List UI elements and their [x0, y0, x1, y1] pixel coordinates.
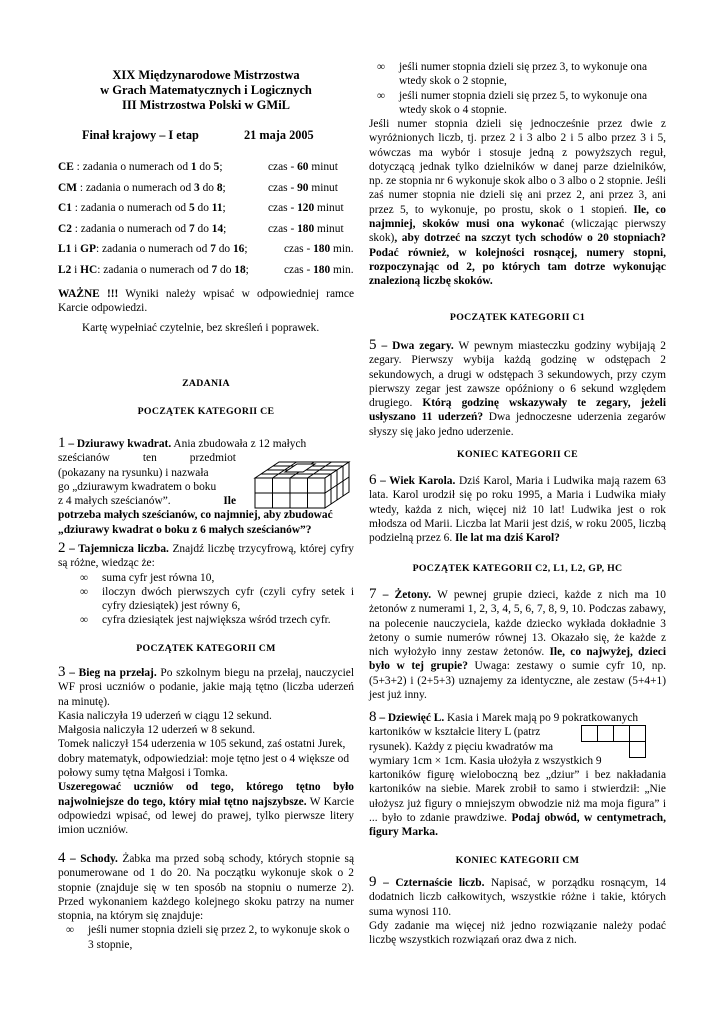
category-row	[58, 239, 354, 260]
problem-3-line-2: Małgosia naliczyła 12 uderzeń w 8 sekund.	[58, 724, 256, 737]
time-unit: min.	[330, 243, 354, 256]
category-text: zadania o numerach od	[80, 202, 189, 215]
problem-4	[58, 851, 354, 952]
category-description	[58, 239, 284, 260]
title-line-2: w Grach Matematycznych i Logicznych	[100, 83, 312, 97]
problem-1	[58, 436, 354, 537]
category-list	[58, 157, 354, 281]
category-row	[58, 157, 354, 178]
problem-5-text: W pewnym miasteczku godziny wybijają 2 zegary. Pierwszy wybija każdą godzinę w odstępach 2 sekundowych, a drugi w odstępach 3 sekundowych, przy czym pierwszy zegar jest zawsze opóźniony o 6 sekund względem drugiego.	[369, 340, 666, 410]
problem-3-tail: W Karcie odpowiedzi wpisać, od lewej do prawej, tylko pierwsze litery imion uczniów.	[58, 795, 355, 837]
stage-date	[82, 128, 354, 142]
category-sep: i	[71, 263, 81, 276]
problem-8-line-1: Kasia i Marek mają po 9 pokratkowanych	[444, 712, 639, 724]
time-value: 60	[297, 161, 309, 173]
important-note	[58, 287, 354, 316]
problem-6	[369, 473, 666, 545]
problem-4-cont-text: Jeśli numer stopnia dzieli się jednocześnie przez dwie z wyróżnionych liczb, tj. przez 2 i 3 albo 2 i 5 albo przez 3 i 5, wówczas ma wybór i stosuje jedną z powyższych reguł, dotyczącą jednak tylko dzielników w danej parze dzielników, np. ze stopnia nr 6 wykonuje skok albo o 3 albo o 2 stopnie. Jeśli zaś numer stopnia nie dzieli się ani przez 2, ani przez 3, ani przez 5, to wykonuje, po prostu, skok o 1 stopień.	[369, 118, 666, 216]
time-label: czas -	[268, 202, 298, 215]
problem-1-line-2	[58, 451, 236, 465]
category-from: 3	[194, 181, 200, 194]
time-label: czas -	[268, 181, 298, 194]
problem-7-title: – Żetony.	[376, 589, 432, 601]
category-mid: do	[215, 243, 233, 256]
problem-1-number: 1	[58, 435, 66, 451]
fill-note: Kartę wypełniać czytelnie, bez skreśleń i poprawek.	[82, 322, 320, 334]
problem-6-text: Dziś Karol, Maria i Ludwika mają razem 63 lata. Karol urodził się po roku 1995, a Maria i Ludwika miały wtedy, każda z nich, więcej niż 10 lat! Ludwika jest o rok młodsza od Marii. Liczba lat Marii jest dziś, w roku 2005, liczbą podzielną przez 6.	[369, 475, 666, 545]
problem-5-tail: Dwa jednoczesne uderzenia zegarów słyszy się jako jedno uderzenie.	[369, 411, 666, 438]
title-line-3: III Mistrzostwa Polski w GMiL	[121, 98, 291, 112]
l5b: Ile	[223, 495, 236, 508]
problem-1-line-4: go „dziurawym kwadratem o boku	[58, 480, 217, 493]
category-description	[58, 198, 268, 219]
l-shape-figure	[581, 725, 661, 759]
list-item	[377, 89, 666, 118]
hollow-square-figure	[245, 456, 351, 518]
problem-4-text: Żabka ma przed sobą schody, których stopnie są ponumerowane od 1 do 20. Na początku wykonuje skok o 2 stopnie (znajduje się w ten sposób na stopniu o numerze 2). Przed wykonaniem każdego kolejnego skoku patrzy na numer stopnia, na którym się znajduje:	[58, 853, 354, 923]
problem-9-number: 9	[369, 874, 377, 890]
category-sep: :	[71, 222, 81, 235]
category-mid: do	[199, 181, 217, 194]
problem-5	[369, 338, 666, 439]
category-time	[268, 178, 354, 199]
category-time	[284, 260, 354, 281]
important-text: Wyniki należy wpisać w odpowiedniej ramce Karcie odpowiedzi.	[58, 288, 354, 315]
problem-3	[58, 665, 354, 838]
category-to: 16	[232, 243, 245, 256]
category-row	[58, 178, 354, 199]
problem-4-title: – Schody.	[65, 853, 118, 865]
problem-9-text: Napisać, w porządku rosnącym, 14 dodatnich liczb całkowitych, wszystkie różne i takie, których suma wynosi 110.	[369, 877, 666, 918]
category-description	[58, 260, 284, 281]
problem-8-question: Podaj obwód, w centymetrach, figury Marka.	[369, 812, 666, 839]
bullet-icon: ∞	[80, 614, 89, 627]
list-item	[377, 60, 666, 89]
category-description	[58, 219, 268, 240]
list-item	[80, 613, 354, 627]
time-value: 90	[297, 181, 309, 194]
problem-2-text: Znajdź liczbę trzycyfrową, której cyfry są różne, wiedząc że:	[58, 543, 354, 570]
time-unit: minut	[308, 161, 338, 173]
problem-3-number: 3	[58, 664, 66, 680]
section-end-ce: KONIEC KATEGORII CE	[457, 449, 578, 460]
category-code: L1	[58, 243, 72, 256]
category-from: 1	[190, 161, 197, 173]
problem-5-number: 5	[369, 337, 377, 353]
category-sep: :	[73, 161, 83, 173]
category-end: ;	[245, 263, 249, 276]
w2: ten	[142, 452, 157, 465]
item-text: jeśli numer stopnia dzieli się przez 5, to wykonuje ona wtedy skok o 4 stopnie.	[399, 89, 647, 116]
item-text: suma cyfr jest równa 10,	[102, 571, 215, 584]
problem-1-question-2: „dziurawy kwadrat o boku z 6 małych sześcianów”?	[58, 523, 312, 536]
category-from: 5	[188, 202, 195, 215]
problem-8-line-3: rysunek). Każdy z pięciu kwadratów ma	[369, 740, 554, 753]
problem-6-number: 6	[369, 472, 377, 488]
category-text: : zadania o numerach od	[97, 263, 212, 276]
problem-6-question: Ile lat ma dziś Karol?	[452, 532, 560, 545]
category-time	[284, 239, 354, 260]
category-text: zadania o numerach od	[82, 161, 191, 173]
category-description	[58, 157, 268, 178]
problem-8-line-2: kartoników w kształcie litery L (patrz	[369, 726, 541, 739]
category-to: 5	[213, 161, 220, 173]
section-start-ce: POCZĄTEK KATEGORII CE	[137, 406, 275, 417]
category-from: 7	[210, 243, 216, 256]
item-text: jeśli numer stopnia dzieli się przez 3, to wykonuje ona wtedy skok o 2 stopnie,	[399, 61, 647, 88]
section-end-cm: KONIEC KATEGORII CM	[455, 855, 580, 866]
problem-7-number: 7	[369, 586, 377, 602]
category-to: 8	[216, 181, 223, 194]
time-value: 180	[297, 222, 315, 235]
list-item	[80, 585, 354, 614]
list-item	[80, 571, 354, 585]
date: 21 maja 2005	[244, 128, 314, 142]
item-text: jeśli numer stopnia dzieli się przez 2, to wykonuje skok o 3 stopnie,	[88, 924, 350, 951]
problem-4-mid: (wliczając pierwszy skok)	[369, 218, 666, 245]
bullet-icon: ∞	[80, 571, 89, 584]
category-to: 18	[234, 263, 246, 276]
bullet-icon: ∞	[377, 61, 386, 73]
category-time	[268, 157, 354, 178]
item-text: cyfra dziesiątek jest największa wśród trzech cyfr.	[102, 614, 331, 627]
category-code-2: HC	[80, 263, 98, 276]
problem-9	[369, 875, 666, 947]
category-text: zadania o numerach od	[85, 181, 195, 194]
problem-2	[58, 541, 354, 628]
category-sep: :	[76, 181, 86, 194]
problem-1-line: Ania zbudowała z 12 małych	[171, 438, 307, 450]
problem-5-question: Którą godzinę wskazywały te zegary, jeżeli usłyszano 11 uderzeń?	[369, 397, 666, 424]
category-code: CM	[58, 181, 77, 194]
time-value: 180	[313, 243, 331, 256]
category-from: 7	[188, 222, 195, 235]
problem-8-title: – Dziewięć L.	[376, 712, 445, 724]
w1: sześcianów	[58, 452, 110, 465]
problem-7	[369, 587, 666, 702]
time-unit: minut	[314, 202, 344, 215]
time-value: 120	[297, 202, 315, 215]
problem-3-line-3: Tomek naliczył 154 uderzenia w 105 sekund, zaś ostatni Jurek, dobry matematyk, odpowiedział: moje tętno jest o 4 większe od połowy sumy tętna Małgosi i Tomka.	[58, 738, 350, 780]
time-label: czas -	[268, 222, 298, 235]
problem-1-line-5	[58, 494, 236, 508]
category-code: L2	[58, 263, 72, 276]
category-from: 7	[211, 263, 218, 276]
problem-4-number: 4	[58, 850, 66, 866]
section-zadania: ZADANIA	[182, 378, 230, 389]
category-end: ;	[223, 222, 227, 235]
time-unit: minut	[314, 222, 344, 235]
problem-7-tail: Uwaga: zestawy o sumie cyfr 10, np. (5+3+2) i (2+5+3) uznajemy za identyczne, ale zestaw (5+4+1) jest już inny.	[369, 660, 666, 702]
category-end: ;	[244, 243, 248, 256]
category-sep: i	[71, 243, 81, 256]
category-code-2: GP	[80, 243, 96, 256]
problem-5-title: – Dwa zegary.	[376, 340, 454, 352]
category-time	[268, 219, 354, 240]
time-label: czas -	[268, 161, 298, 173]
problem-1-title: – Dziurawy kwadrat.	[65, 438, 172, 450]
stage: Finał krajowy – I etap	[82, 128, 199, 142]
problem-4-question: Ile, co najmniej, skoków musi ona wykonać	[369, 203, 666, 231]
category-description	[58, 178, 268, 199]
time-unit: min.	[330, 263, 354, 276]
item-text: iloczyn dwóch pierwszych cyfr (czyli cyfry setek i cyfry dziesiątek) jest równy 6,	[102, 585, 354, 613]
category-to: 14	[211, 222, 224, 235]
problem-1-line-3: (pokazany na rysunku) i nazwała	[58, 466, 209, 479]
category-to: 11	[211, 202, 223, 215]
category-mid: do	[194, 222, 212, 235]
problem-9-tail: Gdy zadanie ma więcej niż jedno rozwiązanie należy podać liczbę wszystkich rozwiązań oraz dwa z nich.	[369, 919, 666, 947]
title-line-1: XIX Międzynarodowe Mistrzostwa	[112, 68, 300, 82]
category-code: C2	[58, 222, 72, 235]
problem-2-list	[80, 571, 354, 628]
category-text: : zadania o numerach od	[96, 243, 211, 256]
l5: z 4 małych sześcianów”.	[58, 495, 171, 508]
category-row	[58, 198, 354, 219]
important-label: WAŻNE !!!	[58, 288, 119, 300]
problem-3-title: – Bieg na przełaj.	[65, 667, 157, 679]
problem-7-question: Ile, co najwyżej, dzieci było w tej grupie?	[369, 646, 666, 673]
problem-7-text: W pewnej grupie dzieci, każde z nich ma 10 żetonów z numerami 1, 2, 3, 4, 5, 6, 7, 8, 9, 10. Podczas zabawy, na polecenie nauczyciela, każde dziecko wykłada dokładnie 3 żetony o sumie numerów równej 13. Okazało się, że każde z nich wyłożyło inny zestaw żetonów.	[369, 589, 667, 659]
problem-3-line-1: Kasia naliczyła 19 uderzeń w ciągu 12 sekund.	[58, 709, 272, 722]
category-text: zadania o numerach od	[80, 222, 189, 235]
time-value: 180	[313, 263, 331, 276]
category-mid: do	[217, 263, 235, 276]
category-time	[268, 198, 354, 219]
time-label: czas -	[284, 243, 314, 256]
category-sep: :	[71, 202, 81, 215]
section-start-cm: POCZĄTEK KATEGORII CM	[136, 643, 276, 654]
bullet-icon: ∞	[66, 924, 75, 937]
problem-4-cont-list	[377, 60, 666, 117]
category-row	[58, 219, 354, 240]
category-end: ;	[222, 181, 226, 194]
problem-2-number: 2	[58, 540, 66, 556]
category-end: ;	[222, 202, 226, 215]
section-start-c2: POCZĄTEK KATEGORII C2, L1, L2, GP, HC	[412, 563, 623, 574]
time-unit: minut	[308, 181, 338, 194]
problem-6-title: – Wiek Karola.	[376, 475, 456, 487]
bullet-icon: ∞	[377, 89, 386, 102]
list-item	[66, 923, 354, 952]
category-end: ;	[219, 161, 223, 173]
problem-9-title: – Czternaście liczb.	[376, 877, 485, 889]
problem-1-question-1: potrzeba małych sześcianów, co najmniej, aby zbudować	[58, 509, 333, 522]
problem-3-text: Po szkolnym biegu na przełaj, nauczyciel WF prosi uczniów o podanie, jakie mają tętno (liczba uderzeń na minutę).	[58, 667, 354, 708]
problem-8-text: kartoników figurę wielobоczną bez „dziur” i bez nakładania kartoników na siebie. Marek zrobił to samo i stwierdził: „Nie ułożysz już figury o mniejszym obwodzie niż ma moja figura” i ... było to zdanie prawdziwe.	[369, 769, 666, 825]
bullet-icon: ∞	[80, 585, 89, 598]
category-mid: do	[194, 202, 212, 215]
problem-8-line-4: wymiary 1cm × 1cm. Kasia ułożyła z wszystkich 9	[369, 754, 602, 767]
title-block	[58, 68, 354, 113]
problem-8-number: 8	[369, 709, 377, 725]
problem-4-cont	[369, 117, 666, 289]
category-row	[58, 260, 354, 281]
category-mid: do	[196, 161, 214, 173]
section-start-c1: POCZĄTEK KATEGORII C1	[449, 312, 586, 323]
w3: przedmiot	[189, 452, 236, 465]
category-code: C1	[58, 202, 72, 215]
problem-4-question-2: , aby dotrzeć na szczyt tych schodów o 20 stopniach? Podać również, w kolejności rosnącej, numery stopni, rozpoczynając od 2, po których tam dotrze wykonując znalezioną liczbę skoków.	[369, 232, 666, 288]
problem-3-question: Uszeregować uczniów od tego, którego tętno było najwolniejsze do tego, który miał tętno najszybsze.	[58, 781, 354, 808]
problem-2-title: – Tajemnicza liczba.	[65, 543, 169, 555]
category-code: CE	[58, 161, 74, 173]
time-label: czas -	[284, 263, 314, 276]
problem-8	[369, 710, 666, 840]
